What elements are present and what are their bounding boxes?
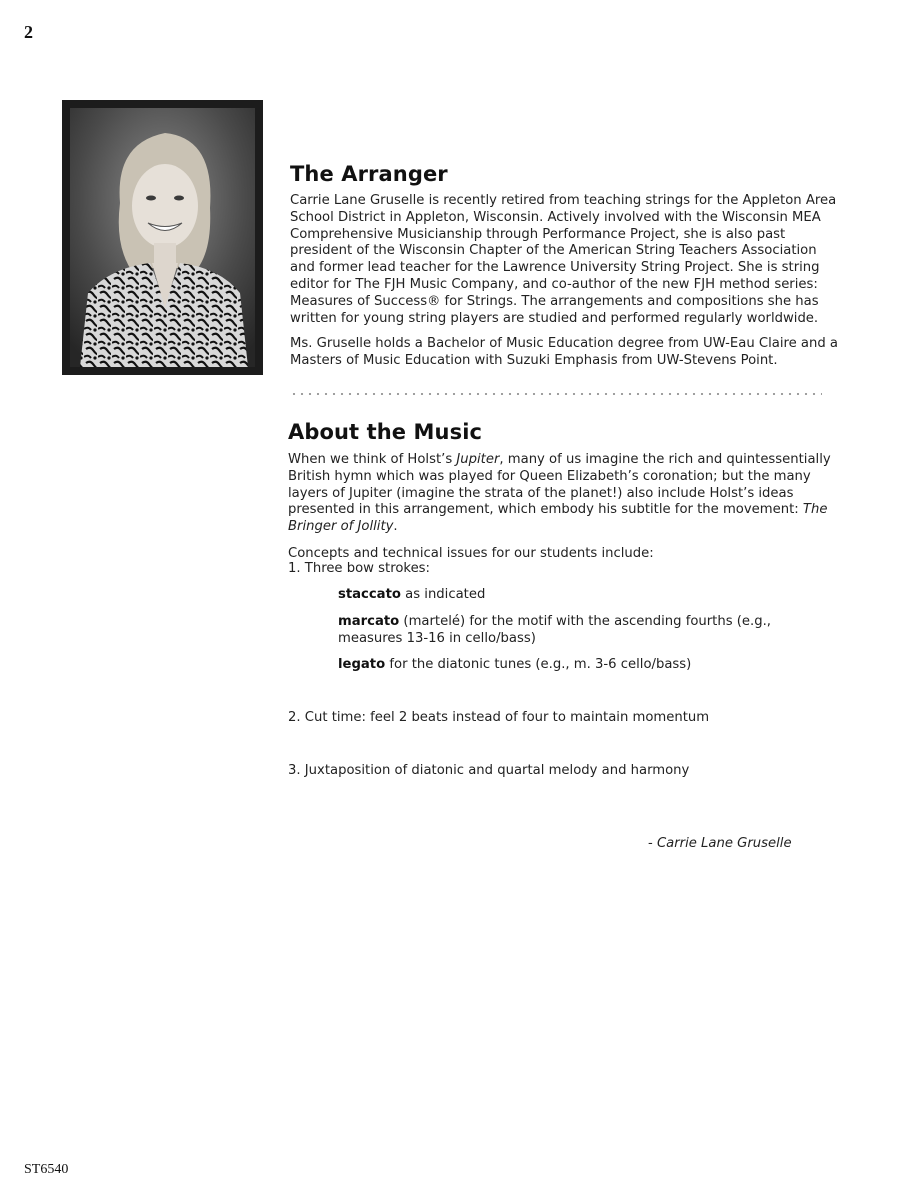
signature: - Carrie Lane Gruselle <box>648 836 792 851</box>
arranger-heading: The Arranger <box>290 162 448 186</box>
stroke-marcato: marcato (martelé) for the motif with the ascending fourths (e.g., measures 13-16 in cello/bass) <box>338 614 771 646</box>
movement-subtitle: The Bringer of Jollity <box>288 502 828 535</box>
footer-catalog-code: ST6540 <box>24 1162 69 1177</box>
page-number: 2 <box>24 22 33 42</box>
jupiter-title: Jupiter <box>456 452 500 467</box>
arranger-photo <box>62 100 263 375</box>
concepts-line: Concepts and technical issues for our students include: <box>288 545 654 561</box>
about-heading: About the Music <box>288 420 483 444</box>
portrait-photo-icon <box>70 108 255 367</box>
stroke-staccato: staccato as indicated <box>338 587 486 602</box>
about-intro: When we think of Holst’s Jupiter, many of us imagine the rich and quintessentially British hymn which was played for Queen Elizabeth’s coronation; but the many layers of Jupiter (imagine the strata of the planet!) also include Holst’s ideas presented in this arrangement, which embody his subtitle for the movement: The Bringer of Jollity. <box>288 452 831 535</box>
stroke-legato: legato for the diatonic tunes (e.g., m. 3-6 cello/bass) <box>338 657 692 672</box>
list-item-juxtaposition: 3. Juxtaposition of diatonic and quartal melody and harmony <box>288 763 690 778</box>
arranger-education: Ms. Gruselle holds a Bachelor of Music Education degree from UW-Eau Claire and a Masters of Music Education with Suzuki Emphasis from UW-Stevens Point. <box>290 336 839 369</box>
list-item-bow-strokes: 1. Three bow strokes: <box>288 561 430 576</box>
dotted-divider <box>290 393 822 395</box>
arranger-section <box>290 162 838 370</box>
about-section <box>288 420 836 579</box>
arranger-bio: Carrie Lane Gruselle is recently retired from teaching strings for the Appleton Area School District in Appleton, Wisconsin. Actively involved with the Wisconsin MEA Comprehensive Musicianship through Performance Project, she is also past president of the Wisconsin Chapter of the American String Teachers Association and former lead teacher for the Lawrence University String Project. She is string editor for The FJH Music Company, and co-author of the new FJH method series: Measures of Success® for Strings. The arrangements and compositions she has written for young string players are studied and performed regularly worldwide. <box>290 193 837 326</box>
list-item-cut-time: 2. Cut time: feel 2 beats instead of four to maintain momentum <box>288 710 710 725</box>
